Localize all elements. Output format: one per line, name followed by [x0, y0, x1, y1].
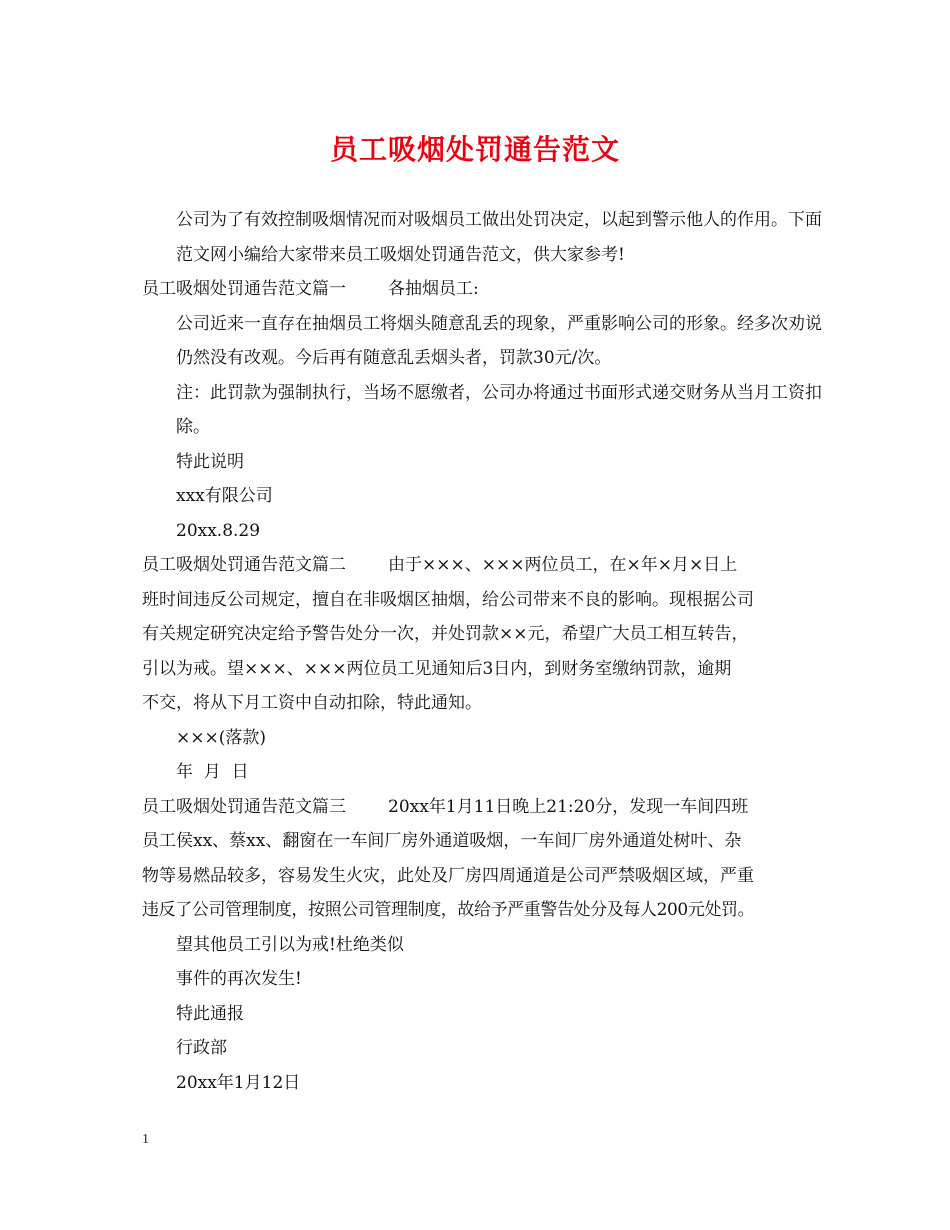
- piece2-date: 年 月 日: [176, 762, 249, 782]
- document-body: [142, 203, 822, 1100]
- piece3-date: 20xx年1月12日: [176, 1072, 301, 1093]
- piece2-line: 引以为戒。望×××、×××两位员工见通知后3日内，到财务室缴纳罚款，逾期: [142, 658, 732, 679]
- intro-paragraph: 公司为了有效控制吸烟情况而对吸烟员工做出处罚决定，以起到警示他人的作用。下面范文网小编给大家带来员工吸烟处罚通告范文，供大家参考!: [176, 210, 822, 265]
- piece1-closing: 特此说明: [176, 451, 244, 472]
- piece1-note: 注：此罚款为强制执行，当场不愿缴者，公司办将通过书面形式递交财务从当月工资扣除。: [176, 382, 822, 437]
- piece2-line: 不交，将从下月工资中自动扣除，特此通知。: [142, 693, 482, 713]
- piece2-first: 由于×××、×××两位员工，在×年×月×日上: [388, 555, 738, 575]
- piece1-heading: 员工吸烟处罚通告范文篇一: [142, 279, 346, 299]
- page-number: 1: [142, 1132, 149, 1147]
- piece3-closing: 特此通报: [176, 1003, 244, 1024]
- piece3-first: 20xx年1月11日晚上21:20分，发现一车间四班: [388, 796, 749, 817]
- piece3-line: 员工侯xx、蔡xx、翻窗在一车间厂房外通道吸烟，一车间厂房外通道处树叶、杂: [142, 831, 742, 851]
- piece2-line: 班时间违反公司规定，擅自在非吸烟区抽烟，给公司带来不良的影响。现根据公司: [142, 589, 754, 610]
- piece3-dept: 行政部: [176, 1038, 227, 1058]
- piece2-line: 有关规定研究决定给予警告处分一次，并处罚款××元，希望广大员工相互转告，: [142, 624, 749, 644]
- piece2-heading-line: [142, 548, 822, 583]
- piece1-company: xxx有限公司: [176, 486, 273, 506]
- piece3-warning-1: 望其他员工引以为戒!杜绝类似: [176, 934, 404, 955]
- piece1-date: 20xx.8.29: [176, 520, 261, 541]
- piece3-heading: 员工吸烟处罚通告范文篇三: [142, 796, 346, 817]
- piece1-heading-line: [142, 272, 822, 307]
- document-title: 员工吸烟处罚通告范文: [329, 133, 620, 166]
- piece3-warning-2: 事件的再次发生!: [176, 969, 302, 989]
- piece3-line: 违反了公司管理制度，按照公司管理制度，故给予严重警告处分及每人200元处罚。: [142, 900, 755, 920]
- piece1-addressee: 各抽烟员工:: [388, 279, 479, 299]
- piece2-heading: 员工吸烟处罚通告范文篇二: [142, 555, 346, 575]
- piece1-body: 公司近来一直存在抽烟员工将烟头随意乱丢的现象，严重影响公司的形象。经多次劝说仍然没有改观。今后再有随意乱丢烟头者，罚款30元/次。: [176, 313, 822, 368]
- piece2-sign: ×××(落款): [176, 727, 266, 748]
- piece3-line: 物等易燃品较多，容易发生火灾，此处及厂房四周通道是公司严禁吸烟区域，严重: [142, 865, 754, 886]
- piece3-heading-line: [142, 790, 822, 825]
